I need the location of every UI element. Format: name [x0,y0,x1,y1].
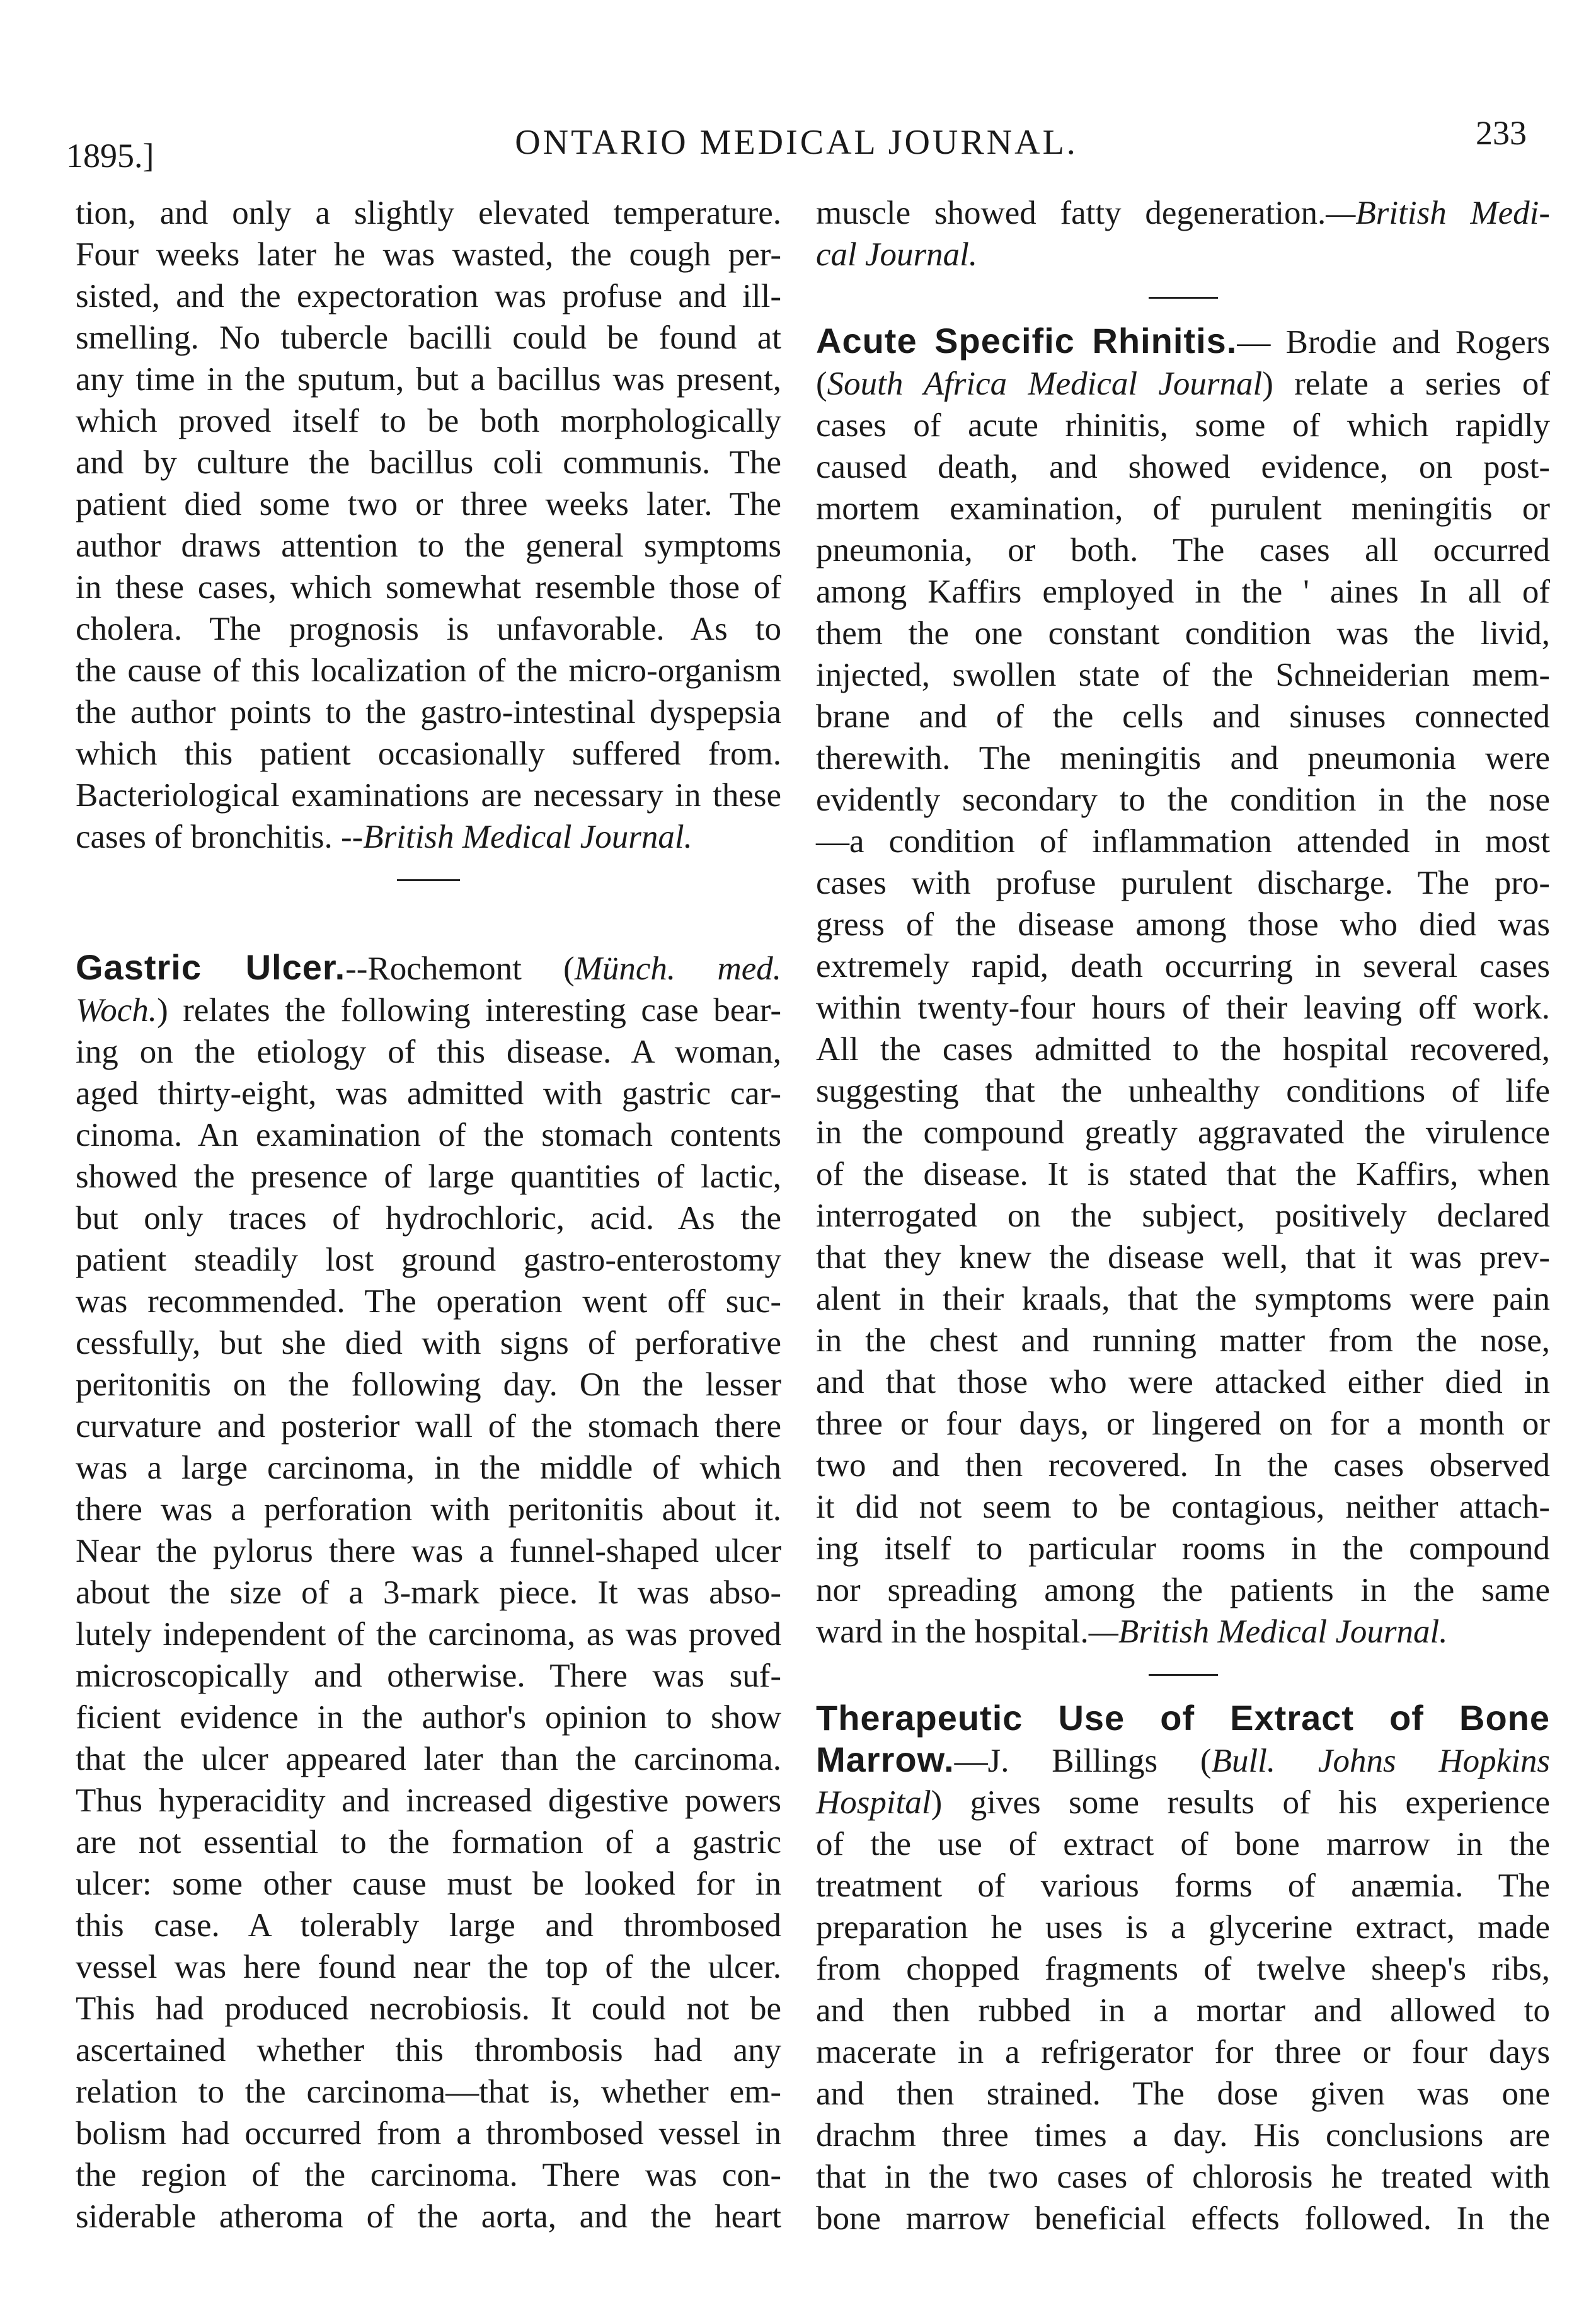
previous-article-end [816,192,1550,275]
text-line: any time in the sputum, but a bacillus was present, [76,361,781,398]
text-line: therewith. The meningitis and pneumonia were [816,740,1550,776]
text-line [816,1611,1550,1653]
text-line: sisted, and the expectoration was profuse and ill- [76,278,781,315]
text-line: ascertained whether this thrombosis had any [76,2032,781,2069]
source-citation: —British Medical Journal. [1088,1613,1448,1650]
text-line: was recommended. The operation went off suc- [76,1283,781,1320]
text-line: Thus hyperacidity and increased digestive powers [76,1782,781,1819]
source-citation: Bull. Johns Hopkins [1211,1743,1550,1779]
text-line: cessfully, but she died with signs of perforative [76,1325,781,1361]
source-citation: Hospital [816,1784,931,1821]
article-title: Acute Specific Rhinitis. [816,321,1237,361]
text-line: the region of the carcinoma. There was con- [76,2157,781,2193]
article-title-cont: Marrow. [816,1740,955,1779]
text-line: nor spreading among the patients in the same [816,1572,1550,1608]
text-line: macerate in a refrigerator for three or four days [816,2034,1550,2070]
text-line: Four weeks later he was wasted, the cough per- [76,236,781,273]
text-line: patient died some two or three weeks later. The [76,486,781,522]
text-line: evidently secondary to the condition in the nose [816,782,1550,818]
text-line: ficient evidence in the author's opinion to show [76,1699,781,1736]
text-line: in the compound greatly aggravated the virulence [816,1114,1550,1151]
text-line: treatment of various forms of anæmia. The [816,1867,1550,1904]
text-line: showed the presence of large quantities of lactic, [76,1158,781,1195]
text-line: ing on the etiology of this disease. A woman, [76,1034,781,1070]
text-line: curvature and posterior wall of the stomach there [76,1408,781,1445]
text-fragment: ) relates the following interesting case bear- [157,992,781,1029]
text-fragment: cases of bronchitis. [76,819,341,855]
text-line: relation to the carcinoma—that is, whether em- [76,2074,781,2110]
source-citation: cal Journal. [816,236,978,273]
text-line: in these cases, which somewhat resemble those of [76,569,781,606]
text-fragment: --Rochemont ( [345,950,575,987]
text-line: from chopped fragments of twelve sheep's ribs, [816,1951,1550,1987]
journal-title: ONTARIO MEDICAL JOURNAL. [515,123,1078,162]
article-title: Therapeutic Use of Extract of Bone [816,1698,1550,1738]
text-line: which proved itself to be both morphologically [76,403,781,439]
text-line [816,192,1550,234]
text-line: of the use of extract of bone marrow in the [816,1826,1550,1862]
text-line: it did not seem to be contagious, neither attach- [816,1489,1550,1525]
article-title: Gastric Ulcer. [76,947,346,987]
text-line: and then strained. The dose given was one [816,2075,1550,2112]
text-line: this case. A tolerably large and thrombosed [76,1907,781,1944]
text-line: bone marrow beneficial effects followed. In the [816,2200,1550,2237]
page-number: 233 [1476,114,1527,152]
text-line: author draws attention to the general symptoms [76,528,781,564]
text-line: but only traces of hydrochloric, acid. As the [76,1200,781,1237]
text-line: was a large carcinoma, in the middle of which [76,1450,781,1486]
text-line: and by culture the bacillus coli communis. The [76,444,781,481]
text-fragment: muscle showed fatty degeneration. [816,195,1326,231]
left-column [76,192,781,2237]
gastric-ulcer-article [76,947,781,2237]
text-fragment: ) gives some results of his experience [931,1784,1550,1821]
text-line: ing itself to particular rooms in the compound [816,1530,1550,1567]
text-fragment: ) relate a series of [1262,366,1551,402]
source-citation: South Africa Medical Journal [827,366,1263,402]
text-line: drachm three times a day. His conclusions are [816,2117,1550,2154]
source-citation: —British Medi- [1326,195,1550,231]
text-line: and that those who were attacked either died in [816,1364,1550,1400]
text-line: the author points to the gastro-intestinal dyspepsia [76,694,781,730]
text-line: peritonitis on the following day. On the lesser [76,1366,781,1403]
text-line: injected, swollen state of the Schneiderian mem- [816,657,1550,693]
bronchitis-continuation [76,192,781,858]
text-line: Near the pylorus there was a funnel-shaped ulcer [76,1533,781,1569]
text-line: in the chest and running matter from the nose, [816,1322,1550,1359]
text-line: All the cases admitted to the hospital recovered, [816,1031,1550,1068]
text-line [816,363,1550,405]
text-line: ulcer: some other cause must be looked for in [76,1866,781,1902]
text-line: within twenty-four hours of their leaving off work. [816,990,1550,1026]
text-line: cases with profuse purulent discharge. The pro- [816,865,1550,901]
text-line [816,1782,1550,1823]
text-line: pneumonia, or both. The cases all occurred [816,532,1550,568]
text-line [76,816,781,858]
text-line: mortem examination, of purulent meningitis or [816,490,1550,527]
bone-marrow-article [816,1697,1550,2239]
text-line: smelling. No tubercle bacilli could be found at [76,320,781,356]
acute-rhinitis-article [816,320,1550,1653]
text-line: that the ulcer appeared later than the carcinoma. [76,1741,781,1777]
text-line: caused death, and showed evidence, on post- [816,449,1550,485]
text-line: Bacteriological examinations are necessary in these [76,777,781,814]
text-line: preparation he uses is a glycerine extract, made [816,1909,1550,1946]
text-line: This had produced necrobiosis. It could not be [76,1990,781,2027]
text-line: tion, and only a slightly elevated temperature. [76,195,781,231]
text-line: and then rubbed in a mortar and allowed to [816,1992,1550,2029]
article-first-line [816,320,1550,363]
text-line: are not essential to the formation of a gastric [76,1824,781,1861]
spacer [76,903,781,947]
text-line: cholera. The prognosis is unfavorable. As to [76,611,781,647]
text-line: aged thirty-eight, was admitted with gastric car- [76,1075,781,1112]
text-line: of the disease. It is stated that the Kaffirs, when [816,1156,1550,1192]
text-line: which this patient occasionally suffered from. [76,736,781,772]
text-line: brane and of the cells and sinuses connected [816,698,1550,735]
text-line: lutely independent of the carcinoma, as was proved [76,1616,781,1653]
section-divider [397,879,460,881]
text-fragment: ward in the hospital. [816,1613,1089,1650]
text-line: alent in their kraals, that the symptoms were pain [816,1281,1550,1317]
text-line: bolism had occurred from a thrombosed vessel in [76,2115,781,2152]
article-first-line [816,1739,1550,1782]
text-line: two and then recovered. In the cases observed [816,1447,1550,1484]
text-line: among Kaffirs employed in the ' aines In all of [816,574,1550,610]
source-citation: --British Medical Journal. [340,819,692,855]
text-line: there was a perforation with peritonitis about it. [76,1491,781,1528]
source-citation: Münch. med. [574,950,781,987]
text-fragment: — Brodie and Rogers [1237,324,1550,361]
text-line: about the size of a 3-mark piece. It was abso- [76,1574,781,1611]
text-line: —a condition of inflammation attended in most [816,823,1550,860]
text-fragment: —J. Billings ( [954,1743,1212,1779]
header-year: 1895.] [66,137,154,175]
text-line [816,234,1550,275]
text-line: suggesting that the unhealthy conditions of life [816,1073,1550,1109]
text-line: three or four days, or lingered on for a month or [816,1405,1550,1442]
text-fragment: ( [816,366,827,402]
text-line: patient steadily lost ground gastro-enterostomy [76,1242,781,1278]
right-column [816,192,1550,2239]
text-line: that they knew the disease well, that it was prev- [816,1239,1550,1276]
text-line: them the one constant condition was the livid, [816,615,1550,652]
text-line: extremely rapid, death occurring in several cases [816,948,1550,984]
text-line: interrogated on the subject, positively declared [816,1198,1550,1234]
text-line: microscopically and otherwise. There was suf- [76,1658,781,1694]
text-line: siderable atheroma of the aorta, and the heart [76,2198,781,2235]
section-divider [1149,1674,1218,1676]
text-line: the cause of this localization of the micro-organism [76,652,781,689]
text-line: cases of acute rhinitis, some of which rapidly [816,407,1550,444]
text-line [76,990,781,1031]
section-divider [1149,297,1218,299]
text-line: vessel was here found near the top of the ulcer. [76,1949,781,1985]
article-first-line [76,947,781,990]
text-line: cinoma. An examination of the stomach contents [76,1117,781,1153]
text-line: that in the two cases of chlorosis he treated with [816,2159,1550,2195]
source-citation: Woch. [76,992,158,1029]
running-head [66,113,1527,175]
text-line: gress of the disease among those who died was [816,906,1550,943]
